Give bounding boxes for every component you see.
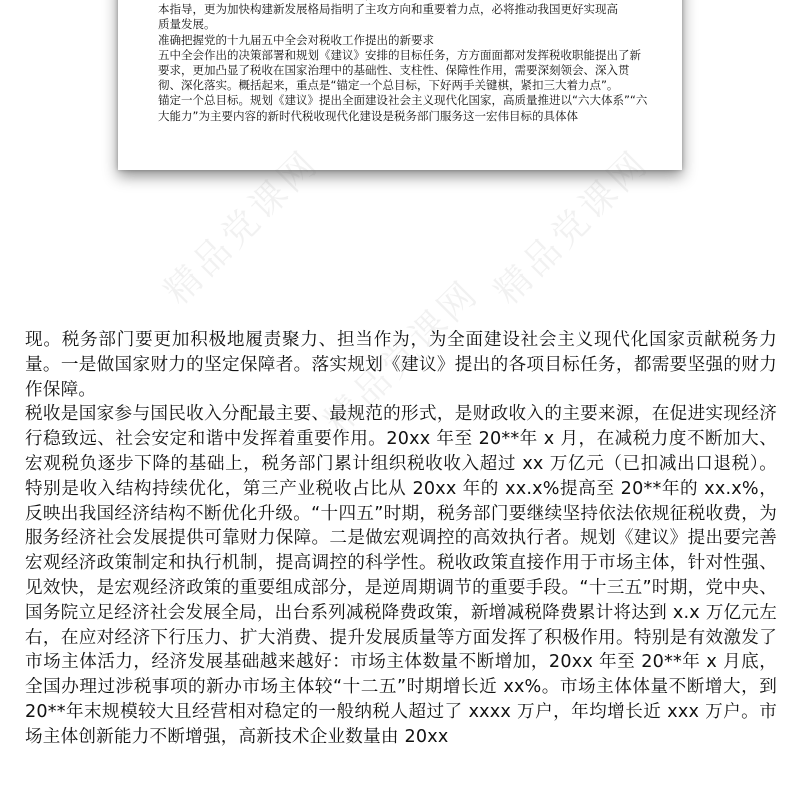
watermark-text: 精品党课网 [316,272,488,443]
watermark-text: 精品党课网 [156,142,328,313]
preview-line: 本指导，更为加快构建新发展格局指明了主攻方向和重要着力点，必将推动我国更好实现高 [158,2,618,17]
preview-paragraph: 锚定一个总目标。规划《建议》提出全面建设社会主义现代化国家，高质量推进以“六大体系”“六大能力”为主要内容的新时代税收现代化建设是税务部门服务这一宏伟目标的具体体 [158,93,648,123]
document-body [25,328,777,750]
preview-line: 质量发展。 [158,17,216,32]
preview-paragraph: 五中全会作出的决策部署和规划《建议》安排的目标任务，方方面面都对发挥税收职能提出了新要求，更加凸显了税收在国家治理中的基础性、支柱性、保障性作用，需要深刻领会、深入贯彻、深化落实。概括起来，重点是“锚定一个总目标，下好两手关键棋，紧扣三大着力点”。 [158,47,641,93]
page-preview-content [158,0,648,124]
watermark-text: 精品党课网 [486,142,658,313]
body-paragraph: 税收是国家参与国民收入分配最主要、最规范的形式，是财政收入的主要来源，在促进实现经济行稳致远、社会安定和谐中发挥着重要作用。20xx 年至 20**年 x 月，在减税力度不断加大、宏观税负逐步下降的基础上，税务部门累计组织税收收入超过 xx 万亿元（已扣减出口退税）。特别是收入结构持续优化，第三产业税收占比从 20xx 年的 xx.x%提高至 20**年的 xx.x%，反映出我国经济结构不断优化升级。“十四五”时期，税务部门要继续坚持依法依规征税收费，为服务经济社会发展提供可靠财力保障。二是做宏观调控的高效执行者。规划《建议》提出要完善宏观经济政策制定和执行机制，提高调控的科学性。税收政策直接作用于市场主体，针对性强、见效快，是宏观经济政策的重要组成部分，是逆周期调节的重要手段。“十三五”时期，党中央、国务院立足经济社会发展全局，出台系列减税降费政策，新增减税降费累计将达到 x.x 万亿元左右，在应对经济下行压力、扩大消费、提升发展质量等方面发挥了积极作用。特别是有效激发了市场主体活力，经济发展基础越来越好：市场主体数量不断增加，20xx 年至 20**年 x 月底，全国办理过涉税事项的新办市场主体较“十二五”时期增长近 xx%。市场主体体量不断增大，到 20**年末规模较大且经营相对稳定的一般纳税人超过了 xxxx 万户，年均增长近 xxx 万户。市场主体创新能力不断增强，高新技术企业数量由 20xx [25,404,777,747]
section-heading: 准确把握党的十九届五中全会对税收工作提出的新要求 [158,32,434,47]
document-page-preview [118,0,682,170]
body-paragraph: 现。税务部门要更加积极地履责聚力、担当作为，为全面建设社会主义现代化国家贡献税务力量。一是做国家财力的坚定保障者。落实规划《建议》提出的各项目标任务，都需要坚强的财力作保障。 [25,330,777,400]
